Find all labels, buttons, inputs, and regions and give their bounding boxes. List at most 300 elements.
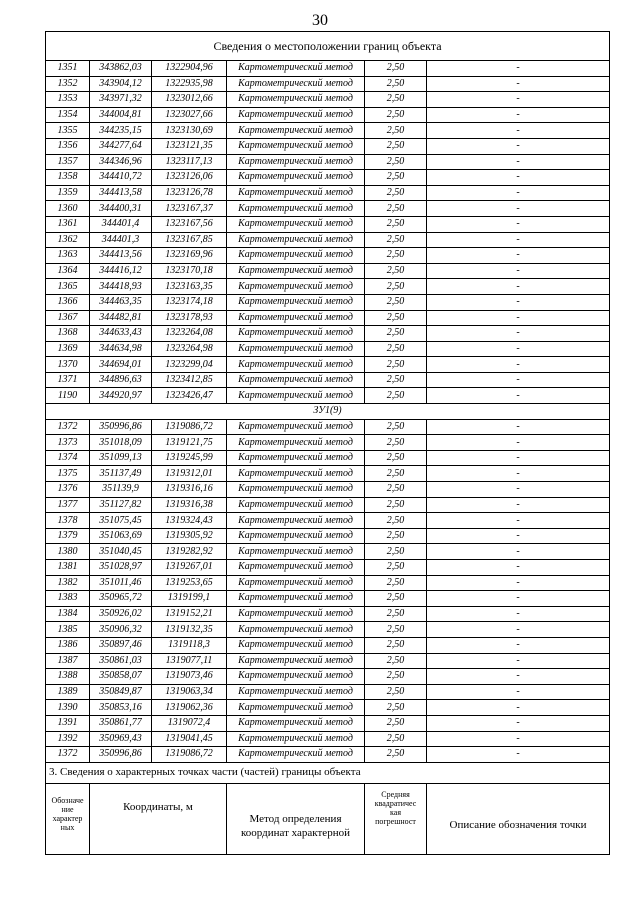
point-number: 1372 [46,419,90,435]
point-number: 1373 [46,435,90,451]
table-row [46,107,610,123]
header-line: характер [52,814,83,824]
coord-y: 1323412,85 [152,372,227,388]
coord-y: 1323121,35 [152,138,227,154]
point-description: - [427,513,610,529]
table-row [46,544,610,560]
coord-y: 1319267,01 [152,560,227,576]
coord-x: 344235,15 [90,123,152,139]
mean-error: 2,50 [365,154,427,170]
coord-x: 350926,02 [90,606,152,622]
table-row [46,591,610,607]
point-description: - [427,482,610,498]
coord-x: 350861,03 [90,653,152,669]
coord-y: 1323027,66 [152,107,227,123]
coord-x: 344400,31 [90,201,152,217]
header-line: ние [61,804,74,814]
point-number: 1367 [46,310,90,326]
table-row [46,170,610,186]
mean-error: 2,50 [365,372,427,388]
point-number: 1388 [46,669,90,685]
coord-y: 1323299,04 [152,357,227,373]
coord-x: 343904,12 [90,76,152,92]
coord-x: 351063,69 [90,528,152,544]
table-row [46,731,610,747]
method: Картометрический метод [227,185,365,201]
point-description: - [427,123,610,139]
point-number: 1359 [46,185,90,201]
method: Картометрический метод [227,279,365,295]
mean-error: 2,50 [365,731,427,747]
table-row [46,138,610,154]
point-number: 1366 [46,294,90,310]
point-number: 1383 [46,591,90,607]
point-number: 1376 [46,482,90,498]
coord-x: 344416,12 [90,263,152,279]
coord-x: 350853,16 [90,700,152,716]
point-number: 1379 [46,528,90,544]
header-line: Средняя [381,789,410,799]
header-line: погрешност [375,817,416,827]
table-title-row [46,32,610,61]
method: Картометрический метод [227,294,365,310]
mean-error: 2,50 [365,216,427,232]
table-row [46,263,610,279]
method: Картометрический метод [227,560,365,576]
coord-y: 1319063,34 [152,684,227,700]
point-description: - [427,372,610,388]
point-description: - [427,669,610,685]
coord-x: 351011,46 [90,575,152,591]
point-description: - [427,185,610,201]
coord-y: 1319245,99 [152,450,227,466]
coord-y: 1319062,36 [152,700,227,716]
section3-header-row [46,783,610,854]
mean-error: 2,50 [365,435,427,451]
method: Картометрический метод [227,747,365,763]
point-number: 1363 [46,248,90,264]
point-number: 1355 [46,123,90,139]
mean-error: 2,50 [365,591,427,607]
method: Картометрический метод [227,263,365,279]
mean-error: 2,50 [365,637,427,653]
coord-x: 351018,09 [90,435,152,451]
coord-y: 1323426,47 [152,388,227,404]
section3-title: 3. Сведения о характерных точках части (частей) границы объекта [46,762,610,783]
coord-y: 1319324,43 [152,513,227,529]
table-row [46,310,610,326]
method: Картометрический метод [227,154,365,170]
method: Картометрический метод [227,528,365,544]
point-description: - [427,731,610,747]
point-description: - [427,61,610,77]
mean-error: 2,50 [365,138,427,154]
coord-x: 343971,32 [90,92,152,108]
table-title: Сведения о местоположении границ объекта [46,32,610,61]
table-row [46,450,610,466]
point-number: 1374 [46,450,90,466]
method: Картометрический метод [227,310,365,326]
coord-y: 1319312,01 [152,466,227,482]
method: Картометрический метод [227,326,365,342]
coord-x: 344410,72 [90,170,152,186]
coord-y: 1319132,35 [152,622,227,638]
mean-error: 2,50 [365,560,427,576]
section3-title-row [46,762,610,783]
point-description: - [427,528,610,544]
coord-x: 351040,45 [90,544,152,560]
coord-y: 1323264,98 [152,341,227,357]
point-number: 1370 [46,357,90,373]
point-number: 1389 [46,684,90,700]
point-description: - [427,575,610,591]
point-number: 1358 [46,170,90,186]
mean-error: 2,50 [365,263,427,279]
table-row [46,357,610,373]
point-description: - [427,684,610,700]
coord-y: 1323167,56 [152,216,227,232]
point-description: - [427,560,610,576]
mean-error: 2,50 [365,61,427,77]
table-row [46,232,610,248]
table-row [46,700,610,716]
point-description: - [427,388,610,404]
point-description: - [427,138,610,154]
coord-y: 1319121,75 [152,435,227,451]
point-description: - [427,279,610,295]
coord-x: 350965,72 [90,591,152,607]
method: Картометрический метод [227,591,365,607]
method: Картометрический метод [227,482,365,498]
mean-error: 2,50 [365,606,427,622]
coord-x: 351137,49 [90,466,152,482]
coord-y: 1319118,3 [152,637,227,653]
mean-error: 2,50 [365,622,427,638]
point-number: 1361 [46,216,90,232]
method: Картометрический метод [227,637,365,653]
coord-x: 344401,4 [90,216,152,232]
mean-error: 2,50 [365,92,427,108]
point-number: 1377 [46,497,90,513]
point-description-header [427,783,610,854]
method: Картометрический метод [227,170,365,186]
coord-x: 350861,77 [90,715,152,731]
table-row [46,185,610,201]
table-row [46,92,610,108]
point-description: - [427,622,610,638]
coord-y: 1319316,16 [152,482,227,498]
point-number: 1386 [46,637,90,653]
point-number: 1372 [46,747,90,763]
mean-error: 2,50 [365,232,427,248]
mean-error: 2,50 [365,248,427,264]
coord-y: 1319316,38 [152,497,227,513]
point-description: - [427,544,610,560]
coord-y: 1323178,93 [152,310,227,326]
point-description: - [427,450,610,466]
coord-x: 344277,64 [90,138,152,154]
coord-y: 1323167,85 [152,232,227,248]
mean-error: 2,50 [365,669,427,685]
coord-x: 344413,56 [90,248,152,264]
point-description: - [427,170,610,186]
coord-y: 1319152,21 [152,606,227,622]
table-row [46,466,610,482]
parcel-label: ЗУ1(9) [46,404,610,420]
coord-y: 1319199,1 [152,591,227,607]
method: Картометрический метод [227,248,365,264]
table-row [46,419,610,435]
point-number: 1364 [46,263,90,279]
coord-y: 1319073,46 [152,669,227,685]
coord-x: 350849,87 [90,684,152,700]
method: Картометрический метод [227,138,365,154]
coord-x: 343862,03 [90,61,152,77]
coord-y: 1319282,92 [152,544,227,560]
coord-y: 1319305,92 [152,528,227,544]
point-designation-header [46,783,90,854]
coord-x: 344920,97 [90,388,152,404]
mean-error: 2,50 [365,326,427,342]
method: Картометрический метод [227,606,365,622]
mean-error: 2,50 [365,700,427,716]
point-description: - [427,294,610,310]
page-number: 30 [312,12,328,29]
method: Картометрический метод [227,731,365,747]
method: Картометрический метод [227,653,365,669]
method: Картометрический метод [227,622,365,638]
point-number: 1365 [46,279,90,295]
point-description-header-label: Описание обозначения точки [449,818,587,831]
method: Картометрический метод [227,669,365,685]
mean-error: 2,50 [365,528,427,544]
parcel-label-row [46,404,610,420]
coord-x: 351099,13 [90,450,152,466]
point-number: 1392 [46,731,90,747]
table-row [46,216,610,232]
point-description: - [427,466,610,482]
point-number: 1353 [46,92,90,108]
method: Картометрический метод [227,216,365,232]
coord-x: 344634,98 [90,341,152,357]
header-line: кая [390,808,401,818]
point-description: - [427,653,610,669]
point-description: - [427,606,610,622]
method: Картометрический метод [227,715,365,731]
table-row [46,279,610,295]
table-row [46,326,610,342]
point-number: 1384 [46,606,90,622]
point-number: 1387 [46,653,90,669]
coord-x: 350906,32 [90,622,152,638]
point-number: 1352 [46,76,90,92]
mean-error: 2,50 [365,388,427,404]
mean-error: 2,50 [365,185,427,201]
method-header [227,783,365,854]
point-description: - [427,700,610,716]
method: Картометрический метод [227,201,365,217]
method: Картометрический метод [227,76,365,92]
header-line: координат характерной [241,827,350,840]
method: Картометрический метод [227,497,365,513]
coord-x: 344413,58 [90,185,152,201]
header-line: ных [60,823,75,833]
table-row [46,201,610,217]
table-row [46,294,610,310]
coord-y: 1323264,08 [152,326,227,342]
coord-y: 1323012,66 [152,92,227,108]
coord-y: 1319253,65 [152,575,227,591]
coord-y: 1322935,98 [152,76,227,92]
point-number: 1375 [46,466,90,482]
table-row [46,435,610,451]
mean-error: 2,50 [365,715,427,731]
coord-x: 344463,35 [90,294,152,310]
coord-y: 1323126,78 [152,185,227,201]
table-row [46,248,610,264]
table-row [46,560,610,576]
table-row [46,669,610,685]
point-number: 1381 [46,560,90,576]
mean-error: 2,50 [365,357,427,373]
table-row [46,123,610,139]
header-line: Метод определения [249,812,342,825]
method: Картометрический метод [227,544,365,560]
method: Картометрический метод [227,419,365,435]
coord-y: 1323126,06 [152,170,227,186]
coord-y: 1319041,45 [152,731,227,747]
header-line: квадратичес [374,798,417,808]
point-number: 1351 [46,61,90,77]
method: Картометрический метод [227,450,365,466]
coordinates-header-label: Координаты, м [123,800,193,813]
mean-error: 2,50 [365,653,427,669]
coordinates-header [90,783,227,854]
table-row [46,482,610,498]
coord-y: 1323130,69 [152,123,227,139]
mean-error: 2,50 [365,419,427,435]
mean-error: 2,50 [365,76,427,92]
point-number: 1390 [46,700,90,716]
method: Картометрический метод [227,92,365,108]
method: Картометрический метод [227,684,365,700]
header-line: Обозначе [51,795,84,805]
method: Картометрический метод [227,388,365,404]
method: Картометрический метод [227,466,365,482]
table-row [46,513,610,529]
table-row [46,61,610,77]
table-row [46,653,610,669]
table-row [46,622,610,638]
coord-x: 344401,3 [90,232,152,248]
mean-error: 2,50 [365,482,427,498]
point-description: - [427,310,610,326]
method: Картометрический метод [227,341,365,357]
coord-x: 350969,43 [90,731,152,747]
point-number: 1391 [46,715,90,731]
mean-error-header [365,783,427,854]
point-description: - [427,76,610,92]
boundary-coordinates-table [45,31,610,855]
point-description: - [427,263,610,279]
coord-x: 344482,81 [90,310,152,326]
point-description: - [427,216,610,232]
coord-x: 350897,46 [90,637,152,653]
point-number: 1356 [46,138,90,154]
mean-error: 2,50 [365,170,427,186]
point-description: - [427,201,610,217]
table-row [46,684,610,700]
coord-y: 1323167,37 [152,201,227,217]
coord-x: 344004,81 [90,107,152,123]
point-description: - [427,419,610,435]
point-description: - [427,715,610,731]
point-description: - [427,591,610,607]
point-number: 1380 [46,544,90,560]
method: Картометрический метод [227,232,365,248]
coord-x: 351139,9 [90,482,152,498]
point-description: - [427,92,610,108]
table-row [46,76,610,92]
point-description: - [427,154,610,170]
mean-error: 2,50 [365,294,427,310]
point-number: 1368 [46,326,90,342]
mean-error: 2,50 [365,201,427,217]
point-number: 1385 [46,622,90,638]
coord-x: 344694,01 [90,357,152,373]
point-description: - [427,326,610,342]
coord-y: 1319077,11 [152,653,227,669]
table-row [46,388,610,404]
method: Картометрический метод [227,575,365,591]
method: Картометрический метод [227,107,365,123]
mean-error: 2,50 [365,575,427,591]
coord-x: 350858,07 [90,669,152,685]
coord-x: 344346,96 [90,154,152,170]
table-row [46,575,610,591]
method: Картометрический метод [227,700,365,716]
point-number: 1371 [46,372,90,388]
mean-error: 2,50 [365,544,427,560]
coord-y: 1323174,18 [152,294,227,310]
point-number: 1357 [46,154,90,170]
table-row [46,747,610,763]
point-description: - [427,341,610,357]
coord-x: 351028,97 [90,560,152,576]
coord-x: 351075,45 [90,513,152,529]
method: Картометрический метод [227,123,365,139]
mean-error: 2,50 [365,747,427,763]
coord-y: 1323170,18 [152,263,227,279]
mean-error: 2,50 [365,341,427,357]
method: Картометрический метод [227,513,365,529]
mean-error: 2,50 [365,107,427,123]
coord-y: 1323163,35 [152,279,227,295]
table-row [46,637,610,653]
point-description: - [427,637,610,653]
table-row [46,341,610,357]
coord-x: 350996,86 [90,747,152,763]
point-description: - [427,107,610,123]
method: Картометрический метод [227,357,365,373]
method: Картометрический метод [227,61,365,77]
mean-error: 2,50 [365,497,427,513]
method: Картометрический метод [227,435,365,451]
point-number: 1382 [46,575,90,591]
coord-x: 350996,86 [90,419,152,435]
coord-y: 1323117,13 [152,154,227,170]
point-number: 1360 [46,201,90,217]
